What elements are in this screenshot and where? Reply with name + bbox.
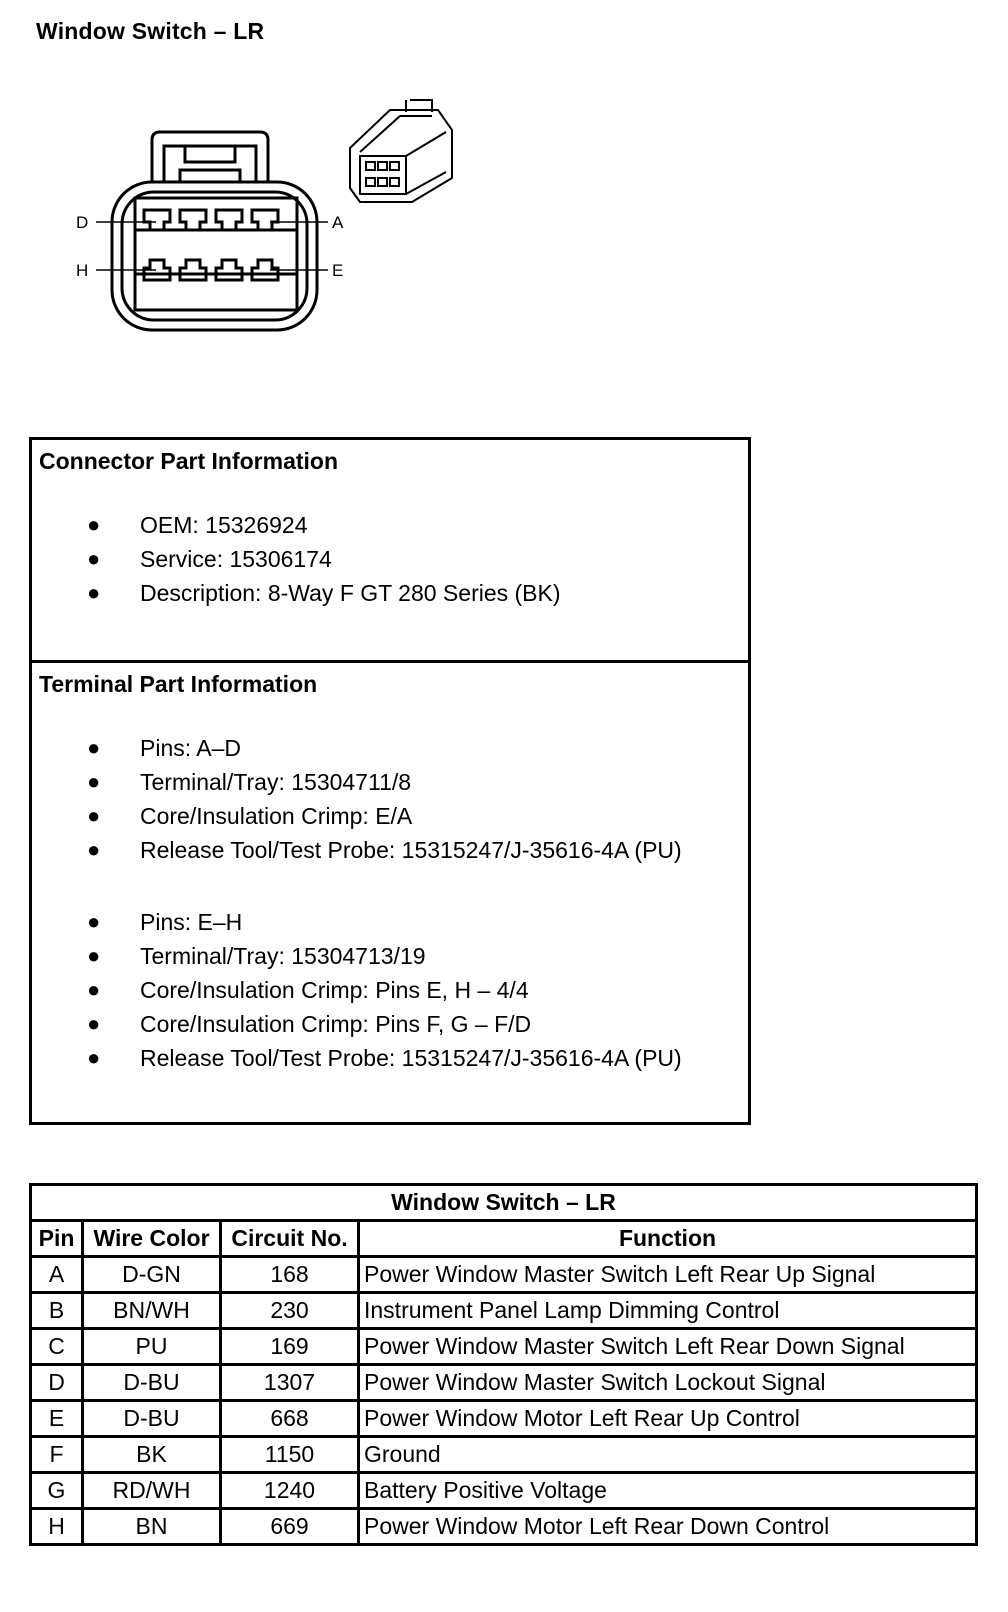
pin-cell: G bbox=[31, 1473, 83, 1509]
list-item: ● Pins: E–H bbox=[87, 909, 243, 935]
terminal-info-title: Terminal Part Information bbox=[39, 671, 318, 697]
list-item: ● Release Tool/Test Probe: 15315247/J-35616-4A (PU) bbox=[87, 837, 682, 863]
part-information-box bbox=[29, 437, 751, 1125]
pin-cell: D bbox=[31, 1365, 83, 1401]
wire-color-cell: BN/WH bbox=[83, 1293, 221, 1329]
circuit-cell: 169 bbox=[221, 1329, 359, 1365]
function-cell: Battery Positive Voltage bbox=[359, 1473, 977, 1509]
connector-3d-icon bbox=[350, 100, 452, 202]
function-cell: Instrument Panel Lamp Dimming Control bbox=[359, 1293, 977, 1329]
column-header-circuit-no: Circuit No. bbox=[221, 1221, 359, 1257]
table-row bbox=[31, 1257, 977, 1293]
circuit-cell: 1240 bbox=[221, 1473, 359, 1509]
connector-info-title: Connector Part Information bbox=[39, 448, 339, 474]
wire-color-cell: D-BU bbox=[83, 1365, 221, 1401]
wire-color-cell: BK bbox=[83, 1437, 221, 1473]
table-row bbox=[31, 1329, 977, 1365]
function-cell: Power Window Master Switch Lockout Signal bbox=[359, 1365, 977, 1401]
connector-diagram bbox=[60, 90, 480, 340]
list-item: ● OEM: 15326924 bbox=[87, 512, 308, 538]
list-item: ● Description: 8-Way F GT 280 Series (BK) bbox=[87, 580, 561, 606]
table-title: Window Switch – LR bbox=[31, 1185, 977, 1221]
circuit-cell: 1150 bbox=[221, 1437, 359, 1473]
table-row bbox=[31, 1365, 977, 1401]
wire-color-cell: RD/WH bbox=[83, 1473, 221, 1509]
function-cell: Power Window Master Switch Left Rear Down Signal bbox=[359, 1329, 977, 1365]
wire-color-cell: D-GN bbox=[83, 1257, 221, 1293]
wire-color-cell: PU bbox=[83, 1329, 221, 1365]
function-cell: Power Window Master Switch Left Rear Up Signal bbox=[359, 1257, 977, 1293]
connector-face-drawing bbox=[60, 90, 480, 340]
table-row bbox=[31, 1401, 977, 1437]
pin-label-e: E bbox=[332, 261, 344, 280]
circuit-cell: 1307 bbox=[221, 1365, 359, 1401]
list-item: ● Service: 15306174 bbox=[87, 546, 332, 572]
page-title: Window Switch – LR bbox=[36, 18, 265, 44]
column-header-wire-color: Wire Color bbox=[83, 1221, 221, 1257]
pin-cell: H bbox=[31, 1509, 83, 1545]
list-item: ● Terminal/Tray: 15304711/8 bbox=[87, 769, 412, 795]
function-cell: Ground bbox=[359, 1437, 977, 1473]
table-row bbox=[31, 1473, 977, 1509]
function-cell: Power Window Motor Left Rear Down Control bbox=[359, 1509, 977, 1545]
connector-part-information bbox=[32, 440, 748, 663]
circuit-cell: 230 bbox=[221, 1293, 359, 1329]
circuit-cell: 668 bbox=[221, 1401, 359, 1437]
terminal-part-information bbox=[32, 663, 748, 1122]
list-item: ● Core/Insulation Crimp: Pins F, G – F/D bbox=[87, 1011, 532, 1037]
table-row bbox=[31, 1437, 977, 1473]
pin-label-h: H bbox=[76, 261, 89, 280]
table-row bbox=[31, 1293, 977, 1329]
list-item: ● Pins: A–D bbox=[87, 735, 241, 761]
pin-cell: B bbox=[31, 1293, 83, 1329]
pin-cell: E bbox=[31, 1401, 83, 1437]
pin-cell: C bbox=[31, 1329, 83, 1365]
wire-color-cell: D-BU bbox=[83, 1401, 221, 1437]
list-item: ● Core/Insulation Crimp: Pins E, H – 4/4 bbox=[87, 977, 529, 1003]
pin-cell: A bbox=[31, 1257, 83, 1293]
pin-label-a: A bbox=[332, 213, 344, 232]
circuit-cell: 669 bbox=[221, 1509, 359, 1545]
pin-label-d: D bbox=[76, 213, 89, 232]
list-item: ● Core/Insulation Crimp: E/A bbox=[87, 803, 413, 829]
table-row bbox=[31, 1509, 977, 1545]
wire-color-cell: BN bbox=[83, 1509, 221, 1545]
circuit-cell: 168 bbox=[221, 1257, 359, 1293]
pin-table bbox=[29, 1183, 978, 1546]
function-cell: Power Window Motor Left Rear Up Control bbox=[359, 1401, 977, 1437]
column-header-function: Function bbox=[359, 1221, 977, 1257]
pin-cell: F bbox=[31, 1437, 83, 1473]
table-header-row bbox=[31, 1221, 977, 1257]
list-item: ● Terminal/Tray: 15304713/19 bbox=[87, 943, 426, 969]
column-header-pin: Pin bbox=[31, 1221, 83, 1257]
list-item: ● Release Tool/Test Probe: 15315247/J-35616-4A (PU) bbox=[87, 1045, 682, 1071]
